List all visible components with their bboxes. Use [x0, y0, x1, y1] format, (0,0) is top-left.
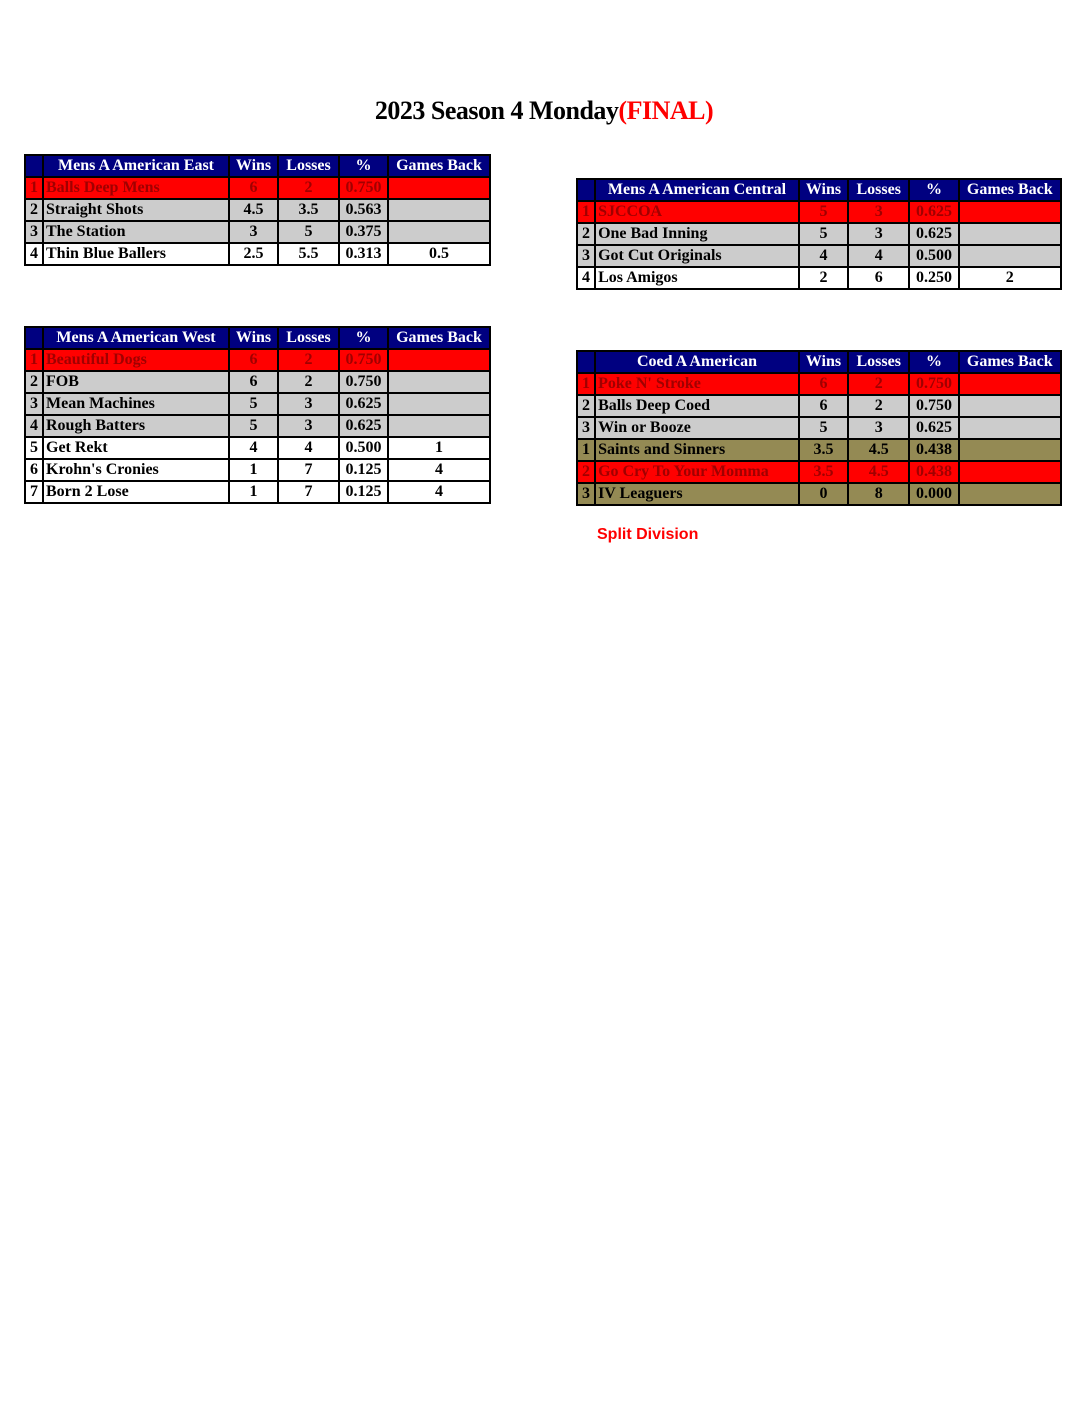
games-back-cell: [959, 245, 1061, 267]
games-back-header: Games Back: [959, 179, 1061, 201]
pct-cell: 0.750: [339, 177, 388, 199]
standings-table-east: [24, 154, 491, 266]
division-name: Mens A American West: [43, 327, 229, 349]
wins-header: Wins: [799, 351, 848, 373]
losses-cell: 3: [848, 417, 909, 439]
losses-cell: 4: [848, 245, 909, 267]
wins-cell: 6: [229, 371, 278, 393]
wins-header: Wins: [229, 155, 278, 177]
wins-header: Wins: [229, 327, 278, 349]
pct-cell: 0.625: [339, 393, 388, 415]
losses-cell: 2: [278, 371, 339, 393]
games-back-cell: [388, 371, 490, 393]
wins-cell: 0: [799, 483, 848, 505]
games-back-cell: [959, 417, 1061, 439]
team-name: Born 2 Lose: [43, 481, 229, 503]
team-name: Poke N' Stroke: [595, 373, 799, 395]
page-title: [0, 96, 1088, 126]
losses-cell: 3: [278, 415, 339, 437]
team-name: IV Leaguers: [595, 483, 799, 505]
games-back-cell: [959, 223, 1061, 245]
pct-cell: 0.250: [909, 267, 958, 289]
corner-cell: [25, 327, 43, 349]
losses-cell: 3: [848, 201, 909, 223]
table-row: [25, 349, 490, 371]
rank-cell: 2: [577, 223, 595, 245]
games-back-cell: [388, 221, 490, 243]
rank-cell: 3: [25, 393, 43, 415]
team-name: Balls Deep Mens: [43, 177, 229, 199]
table-row: [25, 199, 490, 221]
pct-cell: 0.750: [909, 395, 958, 417]
wins-cell: 5: [229, 393, 278, 415]
team-name: Los Amigos: [595, 267, 799, 289]
rank-cell: 3: [577, 483, 595, 505]
division-name: Mens A American Central: [595, 179, 799, 201]
header-row: [25, 155, 490, 177]
wins-cell: 3.5: [799, 461, 848, 483]
standings-table-coed: [576, 350, 1062, 506]
table-row: [577, 417, 1061, 439]
wins-cell: 3.5: [799, 439, 848, 461]
wins-cell: 2.5: [229, 243, 278, 265]
header-row: [577, 179, 1061, 201]
pct-cell: 0.375: [339, 221, 388, 243]
losses-cell: 7: [278, 459, 339, 481]
pct-cell: 0.750: [909, 373, 958, 395]
team-name: Mean Machines: [43, 393, 229, 415]
games-back-cell: [959, 483, 1061, 505]
pct-cell: 0.313: [339, 243, 388, 265]
rank-cell: 7: [25, 481, 43, 503]
losses-cell: 4: [278, 437, 339, 459]
table-row: [577, 483, 1061, 505]
team-name: Get Rekt: [43, 437, 229, 459]
rank-cell: 2: [25, 199, 43, 221]
team-name: The Station: [43, 221, 229, 243]
wins-cell: 4: [799, 245, 848, 267]
pct-cell: 0.125: [339, 481, 388, 503]
team-name: Win or Booze: [595, 417, 799, 439]
corner-cell: [577, 179, 595, 201]
pct-cell: 0.625: [339, 415, 388, 437]
team-name: Rough Batters: [43, 415, 229, 437]
wins-cell: 6: [229, 177, 278, 199]
pct-cell: 0.500: [909, 245, 958, 267]
team-name: Krohn's Cronies: [43, 459, 229, 481]
rank-cell: 2: [577, 461, 595, 483]
wins-cell: 1: [229, 481, 278, 503]
losses-cell: 4.5: [848, 461, 909, 483]
games-back-cell: [959, 439, 1061, 461]
games-back-cell: [959, 201, 1061, 223]
games-back-cell: [959, 373, 1061, 395]
pct-cell: 0.000: [909, 483, 958, 505]
wins-cell: 6: [799, 395, 848, 417]
table-row: [25, 221, 490, 243]
losses-cell: 6: [848, 267, 909, 289]
standings-table-central: [576, 178, 1062, 290]
wins-cell: 2: [799, 267, 848, 289]
pct-cell: 0.750: [339, 349, 388, 371]
table-row: [577, 245, 1061, 267]
losses-header: Losses: [278, 155, 339, 177]
pct-cell: 0.625: [909, 417, 958, 439]
rank-cell: 4: [25, 415, 43, 437]
table-row: [577, 373, 1061, 395]
team-name: Saints and Sinners: [595, 439, 799, 461]
wins-cell: 5: [799, 417, 848, 439]
losses-header: Losses: [278, 327, 339, 349]
rank-cell: 4: [25, 243, 43, 265]
pct-cell: 0.125: [339, 459, 388, 481]
table-row: [25, 459, 490, 481]
pct-cell: 0.500: [339, 437, 388, 459]
table-row: [577, 223, 1061, 245]
rank-cell: 1: [25, 177, 43, 199]
pct-header: %: [339, 327, 388, 349]
team-name: Straight Shots: [43, 199, 229, 221]
table-row: [577, 201, 1061, 223]
pct-header: %: [909, 351, 958, 373]
pct-cell: 0.563: [339, 199, 388, 221]
table-row: [577, 267, 1061, 289]
games-back-cell: 1: [388, 437, 490, 459]
table-row: [577, 439, 1061, 461]
wins-cell: 5: [799, 223, 848, 245]
team-name: Go Cry To Your Momma: [595, 461, 799, 483]
table-row: [25, 177, 490, 199]
losses-cell: 2: [848, 373, 909, 395]
team-name: One Bad Inning: [595, 223, 799, 245]
losses-cell: 7: [278, 481, 339, 503]
standings-table-west: [24, 326, 491, 504]
rank-cell: 2: [25, 371, 43, 393]
table-row: [25, 393, 490, 415]
losses-cell: 2: [848, 395, 909, 417]
losses-cell: 3.5: [278, 199, 339, 221]
team-name: Got Cut Originals: [595, 245, 799, 267]
table-row: [577, 395, 1061, 417]
team-name: FOB: [43, 371, 229, 393]
wins-cell: 4.5: [229, 199, 278, 221]
wins-cell: 3: [229, 221, 278, 243]
rank-cell: 2: [577, 395, 595, 417]
games-back-cell: 4: [388, 459, 490, 481]
rank-cell: 3: [577, 417, 595, 439]
losses-cell: 8: [848, 483, 909, 505]
games-back-cell: [388, 177, 490, 199]
rank-cell: 1: [577, 201, 595, 223]
games-back-header: Games Back: [959, 351, 1061, 373]
team-name: Beautiful Dogs: [43, 349, 229, 371]
losses-cell: 5: [278, 221, 339, 243]
losses-cell: 3: [278, 393, 339, 415]
wins-cell: 6: [229, 349, 278, 371]
pct-cell: 0.438: [909, 439, 958, 461]
table-row: [25, 243, 490, 265]
wins-header: Wins: [799, 179, 848, 201]
table-row: [25, 415, 490, 437]
games-back-header: Games Back: [388, 155, 490, 177]
losses-header: Losses: [848, 179, 909, 201]
games-back-cell: [959, 461, 1061, 483]
losses-cell: 5.5: [278, 243, 339, 265]
table-row: [25, 481, 490, 503]
pct-header: %: [339, 155, 388, 177]
wins-cell: 5: [229, 415, 278, 437]
rank-cell: 1: [25, 349, 43, 371]
games-back-cell: 0.5: [388, 243, 490, 265]
table-row: [25, 371, 490, 393]
games-back-cell: [388, 349, 490, 371]
header-row: [577, 351, 1061, 373]
rank-cell: 1: [577, 439, 595, 461]
rank-cell: 1: [577, 373, 595, 395]
wins-cell: 6: [799, 373, 848, 395]
rank-cell: 6: [25, 459, 43, 481]
final-status: (FINAL): [618, 96, 714, 125]
games-back-cell: [388, 415, 490, 437]
corner-cell: [25, 155, 43, 177]
wins-cell: 5: [799, 201, 848, 223]
table-row: [577, 461, 1061, 483]
losses-cell: 4.5: [848, 439, 909, 461]
rank-cell: 3: [577, 245, 595, 267]
losses-cell: 2: [278, 177, 339, 199]
wins-cell: 4: [229, 437, 278, 459]
table-row: [25, 437, 490, 459]
division-name: Mens A American East: [43, 155, 229, 177]
games-back-cell: 2: [959, 267, 1061, 289]
games-back-cell: 4: [388, 481, 490, 503]
rank-cell: 4: [577, 267, 595, 289]
rank-cell: 5: [25, 437, 43, 459]
split-division-note: Split Division: [597, 526, 699, 543]
pct-cell: 0.625: [909, 223, 958, 245]
pct-header: %: [909, 179, 958, 201]
games-back-cell: [388, 393, 490, 415]
wins-cell: 1: [229, 459, 278, 481]
pct-cell: 0.625: [909, 201, 958, 223]
title-text: 2023 Season 4 Monday: [374, 96, 619, 125]
division-name: Coed A American: [595, 351, 799, 373]
losses-cell: 3: [848, 223, 909, 245]
losses-header: Losses: [848, 351, 909, 373]
games-back-cell: [388, 199, 490, 221]
pct-cell: 0.438: [909, 461, 958, 483]
team-name: Balls Deep Coed: [595, 395, 799, 417]
corner-cell: [577, 351, 595, 373]
games-back-cell: [959, 395, 1061, 417]
team-name: SJCCOA: [595, 201, 799, 223]
rank-cell: 3: [25, 221, 43, 243]
team-name: Thin Blue Ballers: [43, 243, 229, 265]
pct-cell: 0.750: [339, 371, 388, 393]
losses-cell: 2: [278, 349, 339, 371]
games-back-header: Games Back: [388, 327, 490, 349]
header-row: [25, 327, 490, 349]
